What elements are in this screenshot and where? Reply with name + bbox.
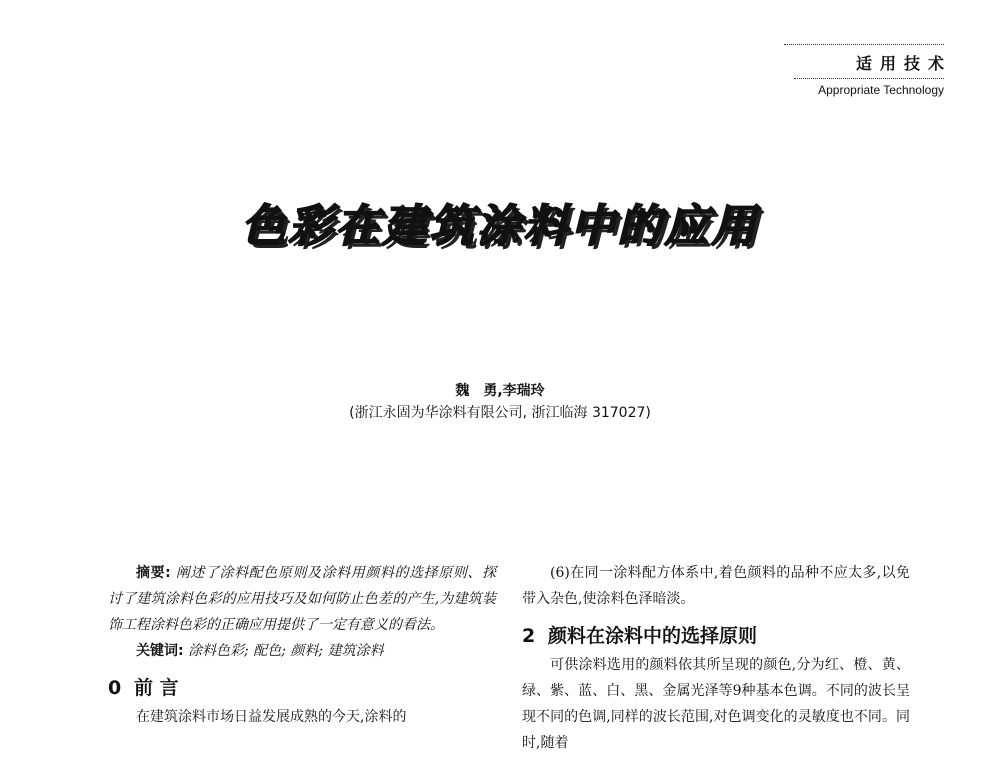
section-2-paragraph: 可供涂料选用的颜料依其所呈现的颜色,分为红、橙、黄、绿、紫、蓝、白、黑、金属光泽等9种基本色调。不同的波长呈现不同的色调,同样的波长范围,对色调变化的灵敏度也不同。同时,随着 [522, 657, 910, 751]
keywords-label: 关键词: [136, 643, 184, 659]
section-0-paragraph: 在建筑涂料市场日益发展成熟的今天,涂料的 [136, 709, 407, 725]
abstract [108, 560, 496, 638]
column-name-cn: 适用技术 [855, 54, 952, 73]
right-column [522, 560, 910, 756]
paper-authors: 魏 勇,李瑞玲 [455, 383, 545, 399]
header-rule-bottom [794, 78, 944, 79]
left-column [108, 560, 496, 730]
section-number: 2 [522, 625, 536, 647]
paper-title: 色彩在建筑涂料中的应用 [241, 201, 759, 252]
list-item-6: (6)在同一涂料配方体系中,着色颜料的品种不应太多,以免带入杂色,使涂料色泽暗淡。 [522, 565, 910, 607]
abstract-text: 阐述了涂料配色原则及涂料用颜料的选择原则、探讨了建筑涂料色彩的应用技巧及如何防止色差的产生,为建筑装饰工程涂料色彩的正确应用提供了一定有意义的看法。 [108, 565, 496, 633]
header-rule-top [784, 44, 944, 45]
section-title: 前 言 [134, 677, 179, 699]
keywords [108, 638, 496, 664]
column-name-en: Appropriate Technology [818, 83, 944, 97]
paper-affiliation: (浙江永固为华涂料有限公司, 浙江临海 317027) [349, 405, 651, 421]
keywords-text: 涂料色彩; 配色; 颜料; 建筑涂料 [188, 643, 384, 659]
journal-column-header [784, 44, 952, 97]
section-heading-2 [522, 622, 910, 650]
section-number: 0 [108, 677, 122, 699]
section-heading-0 [108, 674, 496, 702]
section-title: 颜料在涂料中的选择原则 [548, 625, 758, 647]
abstract-label: 摘要: [136, 565, 171, 581]
